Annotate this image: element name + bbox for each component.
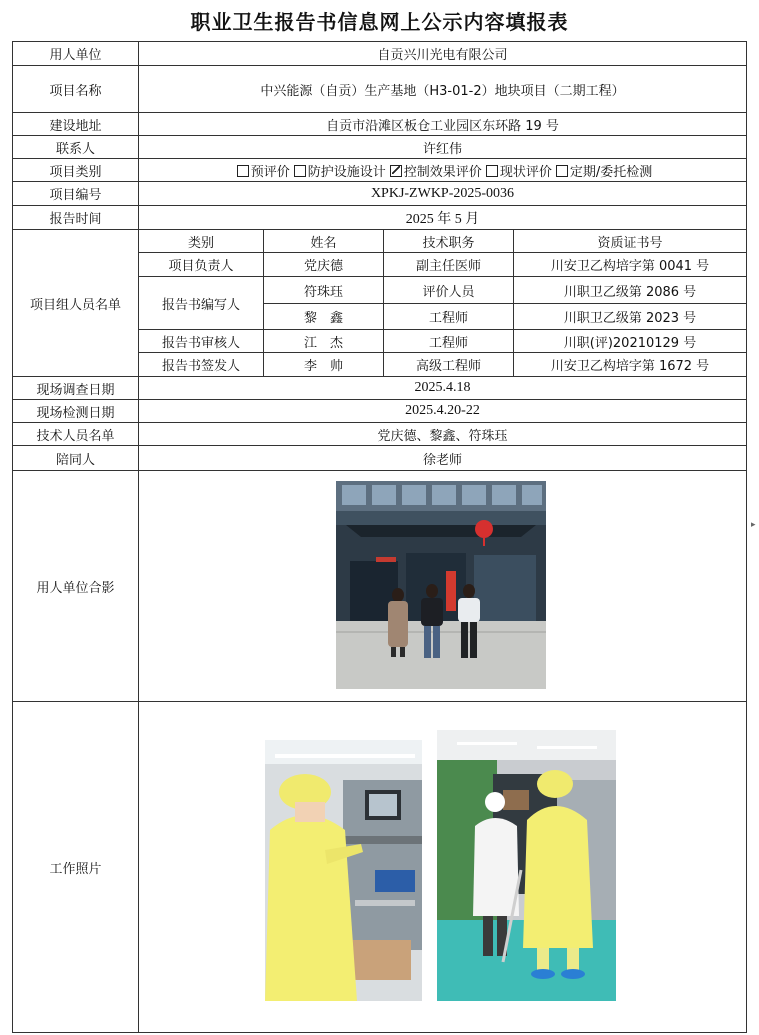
group-photo [336, 481, 546, 689]
work-photo-2 [437, 730, 616, 1001]
team-lead-cert: 川安卫乙构培字第 0041 号 [513, 252, 747, 277]
project-no-value: XPKJ-ZWKP-2025-0036 [138, 181, 747, 206]
team-reviewer-cert: 川职(评)20210129 号 [513, 329, 747, 353]
team-lead-role: 项目负责人 [138, 252, 264, 277]
team-writer1-title: 评价人员 [383, 276, 514, 304]
team-header-category: 类别 [138, 229, 264, 253]
team-reviewer-title: 工程师 [383, 329, 514, 353]
team-writer2-title: 工程师 [383, 303, 514, 330]
escort-value: 徐老师 [138, 445, 747, 471]
test-date-value: 2025.4.20-22 [138, 399, 747, 423]
contact-label: 联系人 [12, 135, 139, 159]
project-type-option-label-3: 现状评价 [499, 164, 552, 180]
survey-date-label: 现场调查日期 [12, 376, 139, 400]
project-type-option-label-2: 控制效果评价 [403, 164, 482, 180]
team-issuer-name: 李 帅 [263, 352, 384, 377]
team-header-title: 技术职务 [383, 229, 514, 253]
margin-mark: ▸ [751, 520, 756, 530]
team-lead-name: 党庆德 [263, 252, 384, 277]
project-type-option-label-0: 预评价 [250, 164, 290, 180]
team-writer1-name: 符珠珏 [263, 276, 384, 304]
project-type-checkbox-1[interactable] [294, 165, 306, 177]
report-time-value: 2025 年 5 月 [138, 205, 747, 230]
team-writer2-name: 黎 鑫 [263, 303, 384, 330]
team-reviewer-name: 江 杰 [263, 329, 384, 353]
project-type-checkbox-0[interactable] [237, 165, 249, 177]
team-writer2-cert: 川职卫乙级第 2023 号 [513, 303, 747, 330]
report-time-label: 报告时间 [12, 205, 139, 230]
employer-label: 用人单位 [12, 41, 139, 66]
escort-label: 陪同人 [12, 445, 139, 471]
address-label: 建设地址 [12, 112, 139, 136]
work-photo-label: 工作照片 [12, 701, 139, 1033]
project-no-label: 项目编号 [12, 181, 139, 206]
team-writer1-cert: 川职卫乙级第 2086 号 [513, 276, 747, 304]
project-type-option-label-4: 定期/委托检测 [569, 164, 653, 180]
team-header-cert: 资质证书号 [513, 229, 747, 253]
project-type-checkbox-2[interactable] [390, 165, 402, 177]
group-photo-label: 用人单位合影 [12, 470, 139, 702]
work-photo-1 [265, 740, 422, 1001]
team-label: 项目组人员名单 [12, 229, 139, 377]
project-name-value: 中兴能源（自贡）生产基地（H3-01-2）地块项目（二期工程） [138, 65, 747, 113]
team-writer-role: 报告书编写人 [138, 276, 264, 330]
tech-staff-label: 技术人员名单 [12, 422, 139, 446]
tech-staff-value: 党庆德、黎鑫、符珠珏 [138, 422, 747, 446]
survey-date-value: 2025.4.18 [138, 376, 747, 400]
project-type-checkbox-4[interactable] [556, 165, 568, 177]
project-type-options [138, 158, 747, 182]
team-issuer-cert: 川安卫乙构培字第 1672 号 [513, 352, 747, 377]
team-lead-title: 副主任医师 [383, 252, 514, 277]
project-name-label: 项目名称 [12, 65, 139, 113]
project-type-checkbox-3[interactable] [486, 165, 498, 177]
team-issuer-title: 高级工程师 [383, 352, 514, 377]
employer-value: 自贡兴川光电有限公司 [138, 41, 747, 66]
address-value: 自贡市沿滩区板仓工业园区东环路 19 号 [138, 112, 747, 136]
project-type-label: 项目类别 [12, 158, 139, 182]
test-date-label: 现场检测日期 [12, 399, 139, 423]
team-issuer-role: 报告书签发人 [138, 352, 264, 377]
team-header-name: 姓名 [263, 229, 384, 253]
page-title: 职业卫生报告书信息网上公示内容填报表 [190, 10, 569, 34]
team-reviewer-role: 报告书审核人 [138, 329, 264, 353]
contact-value: 许红伟 [138, 135, 747, 159]
project-type-option-label-1: 防护设施设计 [307, 164, 386, 180]
